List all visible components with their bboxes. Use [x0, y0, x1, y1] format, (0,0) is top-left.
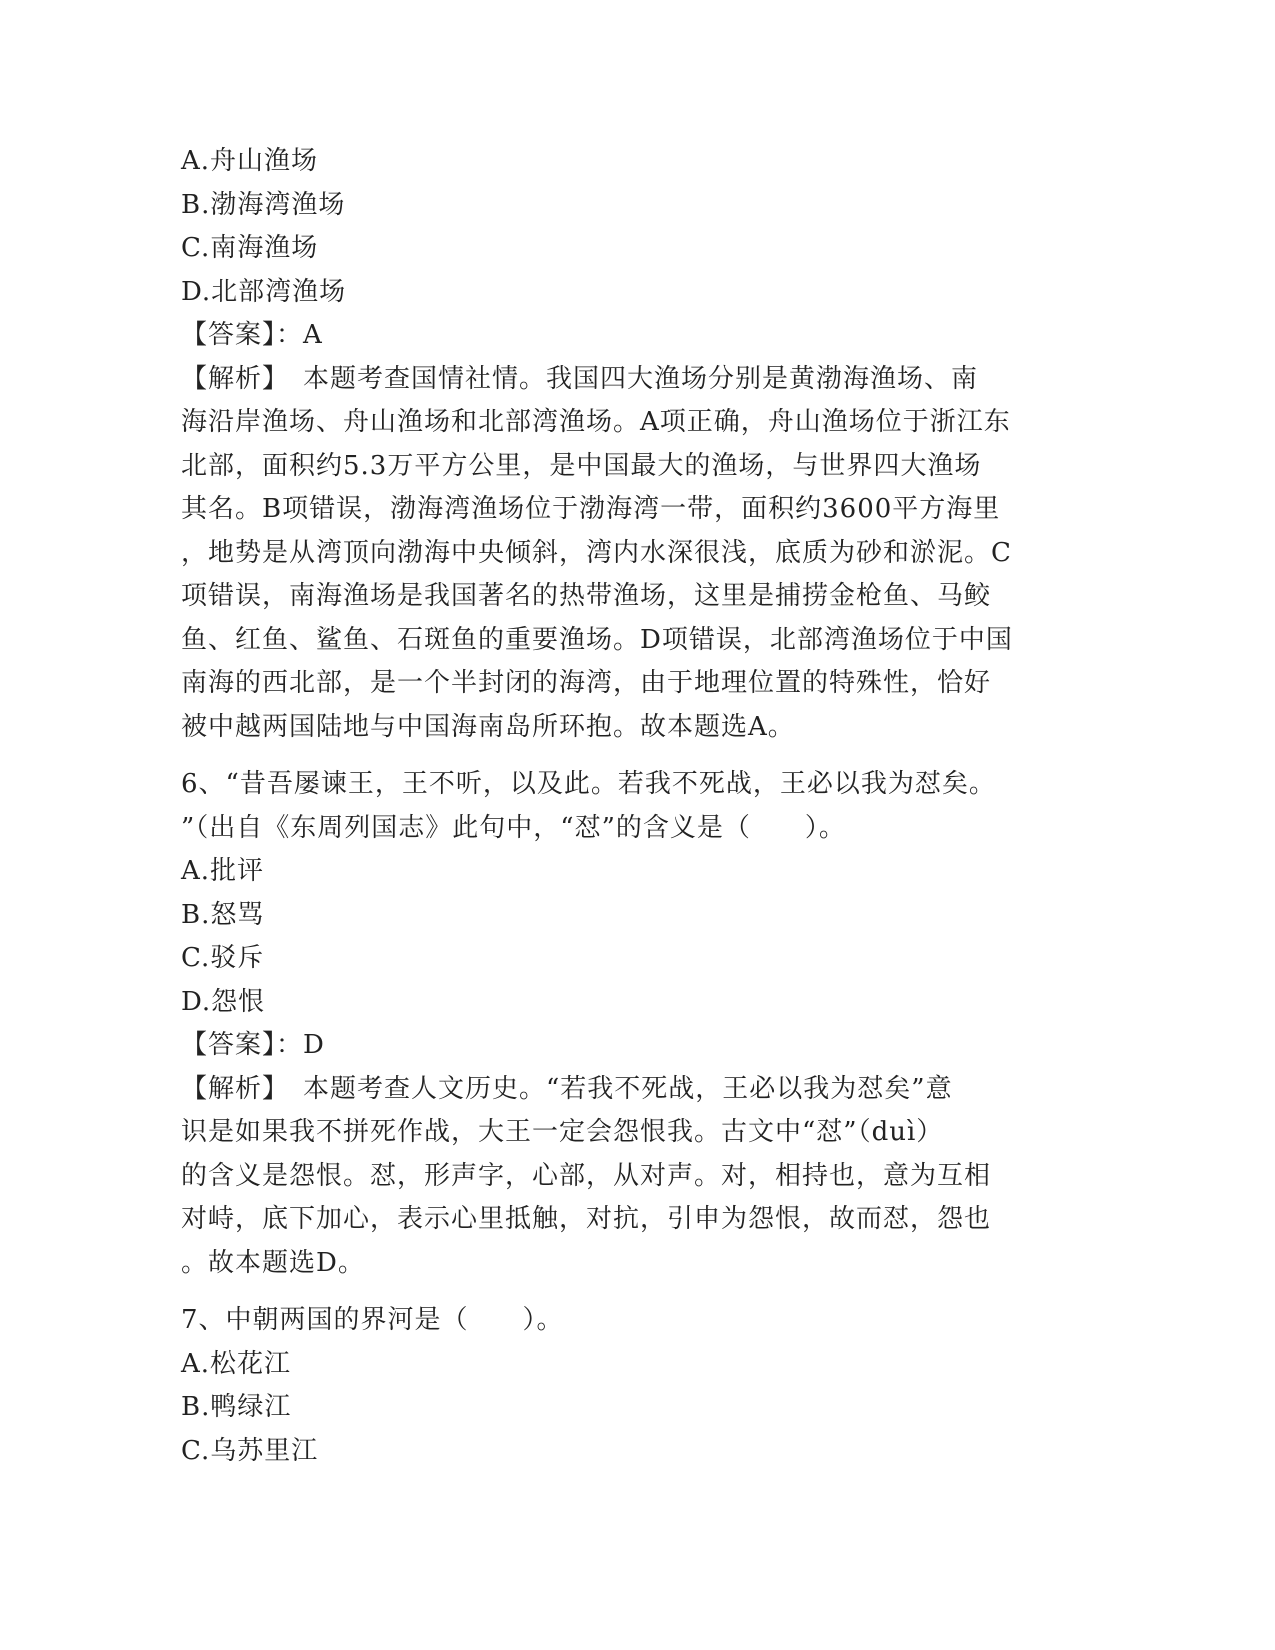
- spacer: [181, 749, 1081, 763]
- document-page: [181, 140, 1081, 1473]
- question-text: 7、中朝两国的界河是（ ）。: [181, 1305, 564, 1335]
- question-text: 6、“昔吾屡谏王，王不听，以及此。若我不死战，王必以我为怼矣。: [181, 769, 996, 799]
- option-d: D.怨恨: [181, 986, 266, 1017]
- analysis-line: 的含义是怨恨。怼，形声字，心部，从对声。对，相持也，意为互相: [181, 1160, 992, 1191]
- analysis-line: 【解析】 本题考查国情社情。我国四大渔场分别是黄渤海渔场、南: [181, 363, 979, 394]
- question-6-block: [181, 763, 1081, 1285]
- analysis-line: 识是如果我不拼死作战，大王一定会怨恨我。古文中“怼”（duì）: [181, 1117, 944, 1147]
- option-b: B.鸭绿江: [181, 1392, 292, 1422]
- answer-line: 【答案】：D: [181, 1030, 325, 1060]
- analysis-line: 项错误，南海渔场是我国著名的热带渔场，这里是捕捞金枪鱼、马鲛: [181, 581, 992, 611]
- option-a: A.松花江: [181, 1348, 292, 1379]
- analysis-line: 海沿岸渔场、舟山渔场和北部湾渔场。A项正确，舟山渔场位于浙江东: [181, 407, 1011, 437]
- option-b: B.渤海湾渔场: [181, 189, 346, 220]
- analysis-line: 其名。B项错误，渤海湾渔场位于渤海湾一带，面积约3600平方海里: [181, 494, 1001, 524]
- option-d: D.北部湾渔场: [181, 276, 347, 307]
- question-5-block: [181, 140, 1081, 749]
- analysis-line: ，地势是从湾顶向渤海中央倾斜，湾内水深很浅，底质为砂和淤泥。C: [181, 537, 1012, 568]
- answer-line: 【答案】：A: [181, 320, 323, 350]
- question-7-block: [181, 1299, 1081, 1473]
- analysis-line: 对峙，底下加心，表示心里抵触，对抗，引申为怨恨，故而怼，怨也: [181, 1204, 992, 1234]
- option-c: C.驳斥: [181, 943, 265, 973]
- analysis-paragraph: [181, 1068, 1081, 1286]
- analysis-line: 【解析】 本题考查人文历史。“若我不死战，王必以我为怼矣”意: [181, 1073, 953, 1104]
- option-a: A.批评: [181, 856, 265, 886]
- option-c: C.南海渔场: [181, 233, 319, 263]
- question-text: ”（出自《东周列国志》此句中，“怼”的含义是（ ）。: [181, 812, 846, 843]
- analysis-line: 被中越两国陆地与中国海南岛所环抱。故本题选A。: [181, 711, 795, 742]
- option-b: B.怒骂: [181, 899, 265, 930]
- analysis-line: 。故本题选D。: [181, 1247, 365, 1278]
- option-a: A.舟山渔场: [181, 146, 319, 176]
- analysis-line: 鱼、红鱼、鲨鱼、石斑鱼的重要渔场。D项错误，北部湾渔场位于中国: [181, 624, 1013, 655]
- analysis-line: 南海的西北部，是一个半封闭的海湾，由于地理位置的特殊性，恰好: [181, 668, 992, 698]
- option-c: C.乌苏里江: [181, 1435, 319, 1466]
- analysis-paragraph: [181, 358, 1081, 750]
- analysis-line: 北部，面积约5.3万平方公里，是中国最大的渔场，与世界四大渔场: [181, 450, 982, 481]
- spacer: [181, 1285, 1081, 1299]
